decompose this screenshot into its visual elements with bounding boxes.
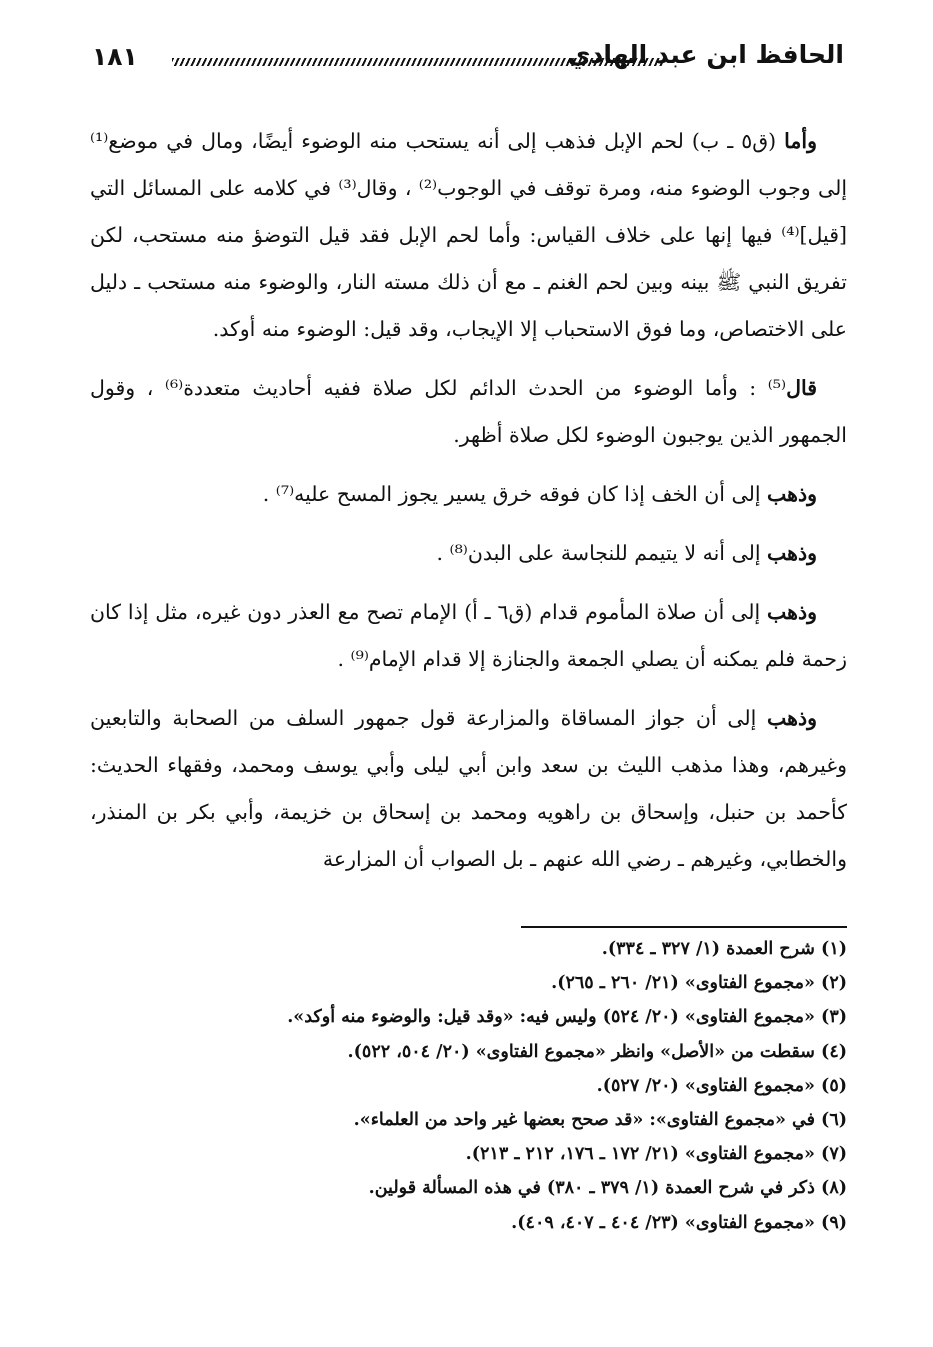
footnote: (٥) «مجموع الفتاوى» (٢٠/ ٥٢٧). [596, 1075, 847, 1096]
footnote: (٧) «مجموع الفتاوى» (٢١/ ١٧٢ ـ ١٧٦، ٢١٢ ـ ٢١٣). [465, 1144, 847, 1165]
footnote: (٤) سقطت من «الأصل» وانظر «مجموع الفتاوى» (٢٠/ ٥٠٤، ٥٢٢). [347, 1041, 847, 1062]
footnote: (١) شرح العمدة (١/ ٣٢٧ ـ ٣٣٤). [601, 939, 847, 959]
paragraph-text: إلى أن جواز المساقاة والمزارعة قول جمهور السلف من الصحابة والتابعين وغيرهم، وهذا مذهب الليث بن سعد وابن أبي ليلى وأبي يوسف ومحمد، وفقهاء الحديث: كأحمد بن حنبل، وإسحاق بن راهويه ومحمد بن إسحاق بن خزيمة، وأبي بكر بن المنذر، والخطابي، وغيرهم ـ رضي الله عنهم ـ بل الصواب أن المزارعة [90, 706, 847, 871]
paragraph [90, 695, 847, 883]
paragraph [90, 471, 847, 518]
paragraph-text: إلى أن صلاة المأموم قدام (ق٦ ـ أ) الإمام تصح مع العذر دون غيره، مثل إذا كان زحمة فلم يمكنه أن يصلي الجمعة والجنازة إلا قدام الإمام⁽⁹⁾ . [90, 600, 847, 671]
paragraph-lead: وذهب [767, 706, 817, 730]
page-header [92, 36, 844, 80]
paragraph-lead: وذهب [767, 541, 817, 565]
footnotes [167, 932, 847, 1240]
paragraph [90, 118, 847, 353]
paragraph-lead: قال [786, 376, 818, 400]
footnote: (٦) في «مجموع الفتاوى»: «قد صحح بعضها غير واحد من العلماء». [353, 1110, 847, 1131]
paragraph [90, 530, 847, 577]
paragraph [90, 365, 847, 459]
footnote: (٢) «مجموع الفتاوى» (٢١/ ٢٦٠ ـ ٢٦٥). [551, 973, 847, 994]
page-number: ١٨١ [92, 42, 138, 71]
paragraph [90, 589, 847, 683]
paragraph-text: ⁽⁵⁾ : وأما الوضوء من الحدث الدائم لكل صلاة ففيه أحاديث متعددة⁽⁶⁾ ، وقول الجمهور الذين يوجبون الوضوء لكل صلاة أظهر. [90, 376, 847, 447]
paragraph-lead: وأما [784, 129, 817, 153]
paragraph-lead: وذهب [767, 482, 817, 506]
paragraph-text: إلى أنه لا يتيمم للنجاسة على البدن⁽⁸⁾ . [436, 541, 768, 565]
paragraph-text: (ق٥ ـ ب) لحم الإبل فذهب إلى أنه يستحب منه الوضوء أيضًا، ومال في موضع⁽¹⁾ إلى وجوب الوضوء منه، ومرة توقف في الوجوب⁽²⁾ ، وقال⁽³⁾ في كلامه على المسائل التي [قيل]⁽⁴⁾ فيها إنها على خلاف القياس: وأما لحم الإبل فقد قيل التوضؤ منه مستحب، لكن تفريق النبي ﷺ بينه وبين لحم الغنم ـ مع أن ذلك مسته النار، والوضوء منه مستحب ـ دليل على الاختصاص، وما فوق الاستحباب إلا الإيجاب، وقد قيل: الوضوء منه أوكد. [90, 129, 848, 341]
footnote: (٨) ذكر في شرح العمدة (١/ ٣٧٩ ـ ٣٨٠) في هذه المسألة قولين. [368, 1178, 847, 1199]
footnote-separator [521, 926, 847, 928]
footnote: (٣) «مجموع الفتاوى» (٢٠/ ٥٢٤) وليس فيه: «وقد قيل: والوضوء منه أوكد». [287, 1007, 847, 1028]
paragraph-lead: وذهب [767, 600, 817, 624]
paragraph-text: إلى أن الخف إذا كان فوقه خرق يسير يجوز المسح عليه⁽⁷⁾ . [262, 482, 768, 506]
running-head: الحافظ ابن عبد الهادي [567, 40, 844, 69]
footnote: (٩) «مجموع الفتاوى» (٢٣/ ٤٠٤ ـ ٤٠٧، ٤٠٩). [511, 1212, 847, 1233]
main-text [90, 118, 847, 895]
